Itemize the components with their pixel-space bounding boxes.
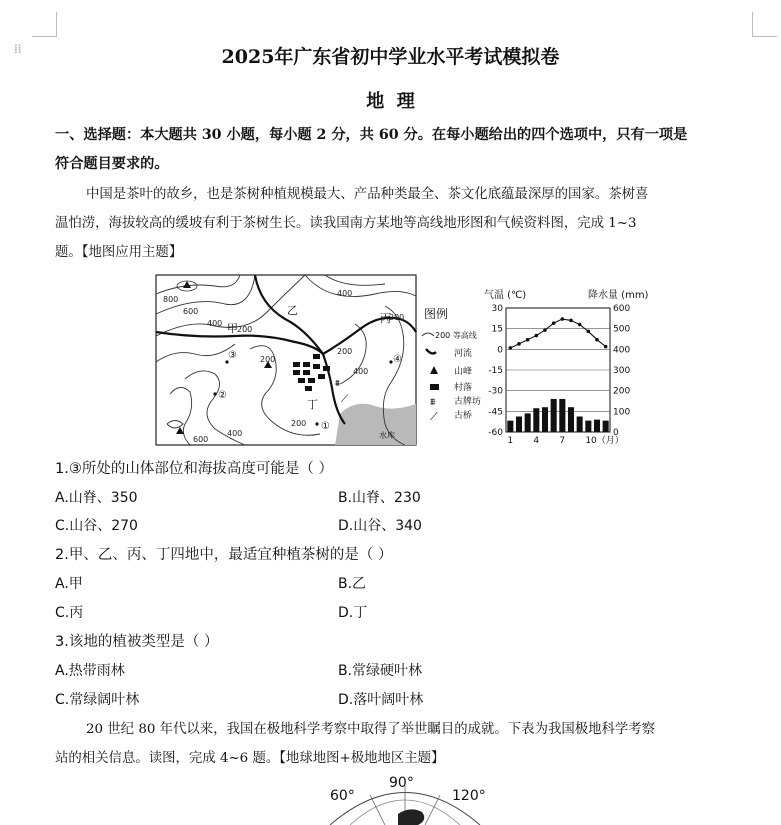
place-bing: 丙: [380, 312, 391, 325]
temperature-point: [517, 342, 521, 346]
contour-label: 200: [337, 347, 353, 356]
intro1-line1: 中国是茶叶的故乡，也是茶树种植规模最大、产品种类最全、茶文化底蕴最深厚的国家。茶树喜: [86, 187, 649, 202]
q1-option-a[interactable]: A.山脊、350: [55, 490, 138, 506]
precip-axis-title: 降水量 (mm): [588, 290, 649, 301]
legend-contour: 200 等高线: [435, 331, 477, 340]
legend-village: 村落: [454, 383, 473, 393]
right-tick-label: 600: [613, 304, 631, 314]
polar-map-partial: [310, 770, 500, 825]
precip-bar: [542, 407, 548, 432]
place-yi: 乙: [287, 304, 298, 317]
legend-river: 河流: [454, 349, 473, 359]
left-tick-label: 0: [497, 345, 503, 356]
legend-bridge: 古桥: [454, 411, 473, 421]
temperature-point: [543, 328, 547, 332]
temperature-point: [535, 334, 539, 338]
contour-label: 800: [163, 295, 179, 304]
precip-bar: [551, 399, 557, 432]
q3-option-b[interactable]: B.常绿硬叶林: [338, 663, 423, 679]
polar-label-120: 120°: [452, 788, 486, 804]
point-2: ②: [218, 390, 227, 401]
temperature-point: [569, 319, 573, 323]
left-tick-label: -45: [488, 407, 503, 418]
temperature-point: [526, 338, 530, 342]
reservoir-area: [335, 404, 416, 445]
month-tick-label: 7: [559, 436, 566, 446]
subject-title: 地 理: [366, 91, 415, 112]
exam-title: 2025年广东省初中学业水平考试模拟卷: [221, 46, 560, 68]
legend-peak: 山峰: [454, 367, 473, 377]
intro2-line1: 20 世纪 80 年代以来，我国在极地科学考察中取得了举世瞩目的成就。下表为我国极地科学考察: [86, 722, 656, 737]
month-tick-label: 4: [533, 436, 540, 446]
contour-label: 200: [389, 313, 405, 322]
place-ding: 丁: [307, 398, 318, 411]
precip-bar: [585, 421, 591, 432]
q1-option-b[interactable]: B.山脊、230: [338, 490, 421, 506]
question-1-stem: 1.③所处的山体部位和海拔高度可能是（ ）: [55, 461, 333, 477]
temperature-point: [595, 338, 599, 342]
q3-option-a[interactable]: A.热带雨林: [55, 663, 125, 679]
place-jia: 甲: [227, 322, 238, 335]
temperature-line: [510, 319, 605, 348]
section-heading-line2: 符合题目要求的。: [55, 156, 169, 172]
climate-chart: [478, 284, 658, 446]
precip-bar: [559, 399, 565, 432]
left-tick-label: -15: [488, 366, 503, 376]
contour-label: 200: [237, 325, 253, 334]
contour-label: 200: [291, 419, 307, 428]
polar-label-90: 90°: [389, 775, 414, 791]
contour-label: 400: [337, 289, 353, 298]
temperature-point: [578, 323, 582, 327]
right-tick-label: 400: [613, 345, 631, 356]
temperature-point: [587, 330, 591, 334]
temp-axis-title: 气温 (℃): [484, 290, 527, 301]
precip-bar: [603, 421, 609, 432]
contour-map: [155, 274, 417, 446]
right-tick-label: 500: [613, 324, 631, 335]
corner-mark-top-left: [32, 12, 57, 37]
q2-option-c[interactable]: C.丙: [55, 605, 84, 621]
q3-option-d[interactable]: D.落叶阔叶林: [338, 692, 424, 708]
point-1: ①: [321, 421, 330, 432]
svg-text:⟋: ⟋: [430, 410, 438, 423]
reservoir-label: 水库: [379, 431, 395, 440]
intro2-line2: 站的相关信息。读图，完成 4~6 题。【地球地图+极地地区主题】: [55, 751, 445, 766]
q1-option-c[interactable]: C.山谷、270: [55, 518, 138, 534]
intro1-line2: 温怕涝，海拔较高的缓坡有利于茶树生长。读我国南方某地等高线地形图和气候资料图，完成 1~3: [55, 216, 637, 231]
temperature-point: [561, 317, 565, 321]
intro1-line3: 题。【地图应用主题】: [55, 245, 183, 260]
left-tick-label: 15: [491, 324, 503, 335]
left-tick-label: -60: [488, 428, 503, 438]
q2-option-b[interactable]: B.乙: [338, 576, 367, 592]
corner-mark-top-right: [752, 12, 777, 37]
precip-bar: [533, 408, 539, 432]
legend-archway: 古牌坊: [454, 397, 482, 407]
q2-option-d[interactable]: D.丁: [338, 605, 368, 621]
month-tick-label: 1: [507, 436, 514, 446]
section-heading-line1: 一、选择题：本大题共 30 小题，每小题 2 分，共 60 分。在每小题给出的四个选项中，只有一项是: [55, 127, 688, 143]
contour-label: 600: [183, 307, 199, 316]
right-tick-label: 200: [613, 386, 631, 397]
question-3-stem: 3.该地的植被类型是（ ）: [55, 634, 219, 650]
contour-label: 400: [353, 367, 369, 376]
precip-bar: [507, 421, 513, 432]
polar-label-60: 60°: [330, 788, 355, 804]
svg-text:⟋: ⟋: [341, 394, 348, 405]
precip-bar: [568, 407, 574, 432]
temperature-point: [552, 321, 556, 325]
contour-label: 200: [260, 355, 276, 364]
drag-handle-icon[interactable]: ⁞⁞: [14, 42, 22, 56]
point-3: ③: [228, 350, 237, 361]
temperature-point: [509, 346, 513, 350]
precip-bar: [525, 413, 531, 432]
q1-option-d[interactable]: D.山谷、340: [338, 518, 422, 534]
q3-option-c[interactable]: C.常绿阔叶林: [55, 692, 140, 708]
precip-bar: [516, 417, 522, 433]
left-tick-label: -30: [488, 386, 503, 397]
point-4: ④: [393, 354, 402, 365]
q2-option-a[interactable]: A.甲: [55, 576, 83, 592]
svg-text:⩩: ⩩: [430, 397, 436, 408]
contour-label: 400: [227, 429, 243, 438]
precip-bar: [594, 420, 600, 432]
svg-text:⩩: ⩩: [335, 379, 340, 389]
temperature-point: [604, 345, 608, 349]
left-tick-label: 30: [491, 304, 503, 314]
right-tick-label: 0: [613, 428, 619, 438]
legend-title: 图例: [424, 307, 449, 321]
month-tick-label: 10（月）: [585, 436, 624, 446]
right-tick-label: 300: [613, 366, 631, 376]
question-2-stem: 2.甲、乙、丙、丁四地中，最适宜种植茶树的是（ ）: [55, 547, 393, 563]
contour-label: 400: [207, 319, 223, 328]
contour-label: 600: [193, 435, 209, 444]
right-tick-label: 100: [613, 407, 631, 418]
precip-bar: [577, 417, 583, 433]
